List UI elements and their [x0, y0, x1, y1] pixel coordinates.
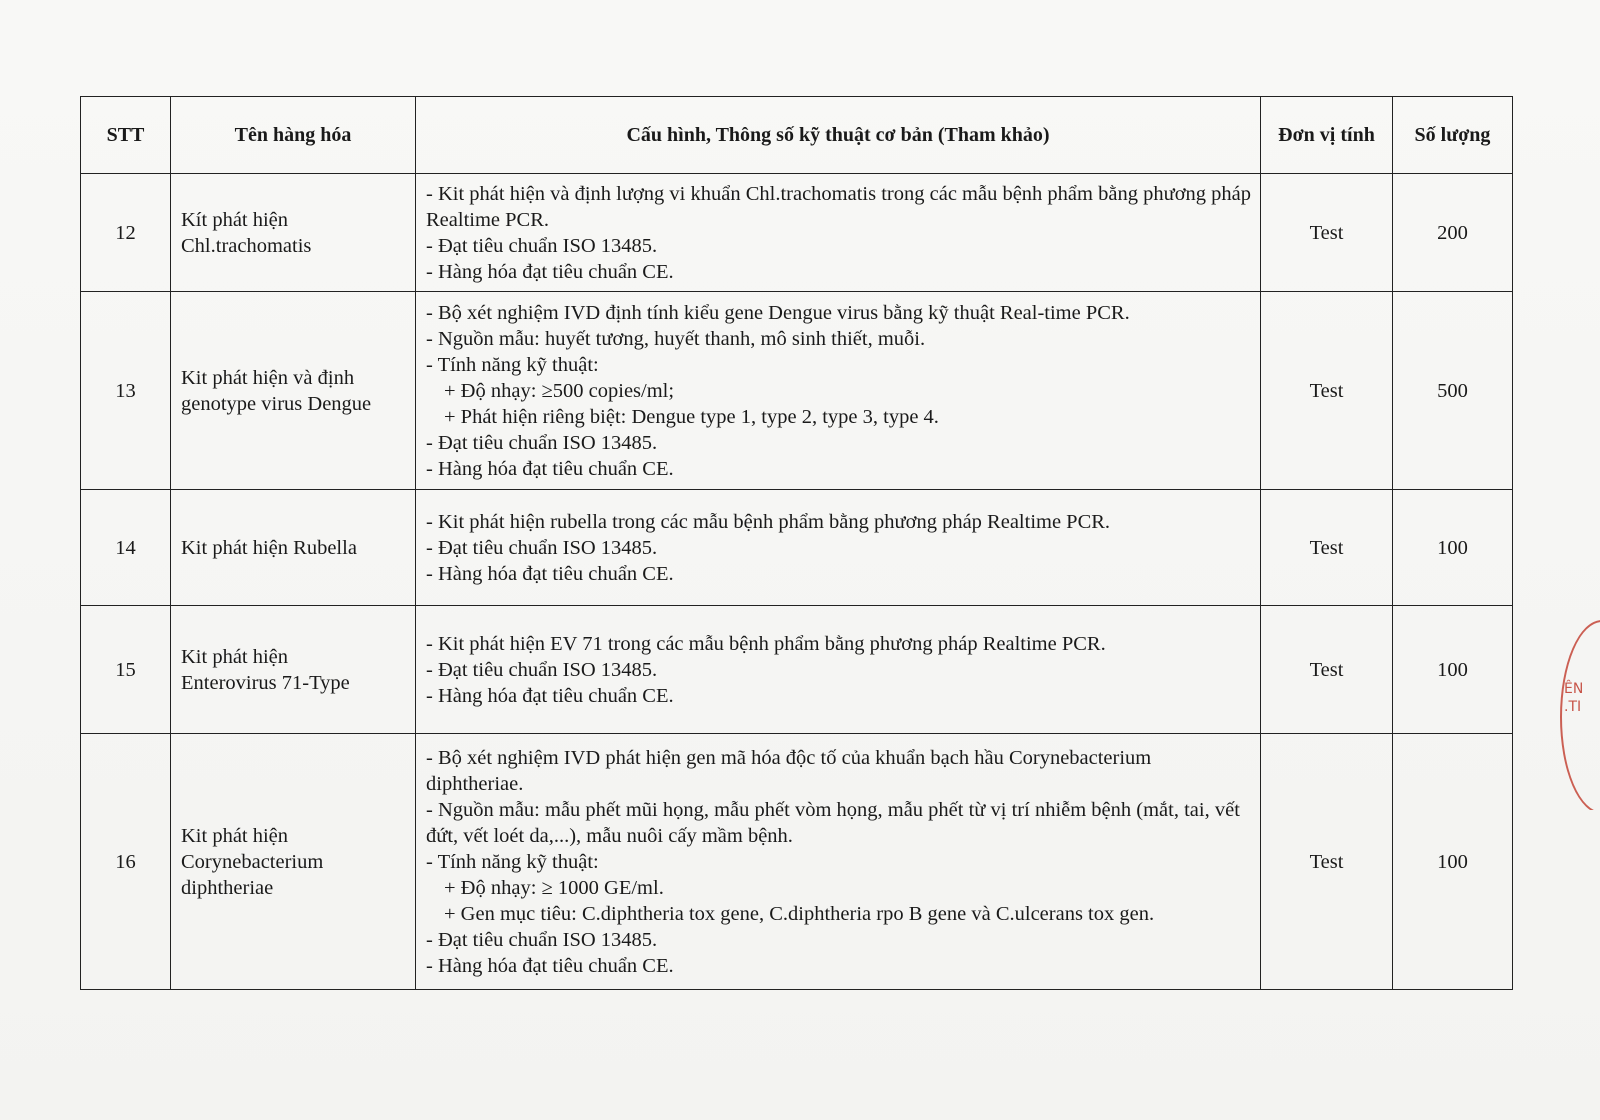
cell-product-name — [171, 174, 416, 292]
header-qty: Số lượng — [1393, 97, 1513, 174]
cell-product-name — [171, 606, 416, 734]
cell-product-name — [171, 734, 416, 990]
spec-line: - Hàng hóa đạt tiêu chuẩn CE. — [426, 562, 674, 585]
red-stamp-fragment — [1556, 620, 1600, 810]
product-name-line: Chl.trachomatis — [181, 234, 312, 257]
header-unit: Đơn vị tính — [1261, 97, 1393, 174]
cell-specification — [416, 490, 1261, 606]
cell-stt: 16 — [81, 734, 171, 990]
table-row — [81, 292, 1513, 490]
product-name-line: genotype virus Dengue — [181, 392, 372, 415]
cell-unit: Test — [1261, 734, 1393, 990]
spec-line: - Hàng hóa đạt tiêu chuẩn CE. — [426, 684, 674, 707]
cell-stt: 13 — [81, 292, 171, 490]
spec-line: - Đạt tiêu chuẩn ISO 13485. — [426, 658, 658, 681]
stamp-text — [1564, 680, 1583, 716]
cell-unit: Test — [1261, 490, 1393, 606]
cell-product-name — [171, 292, 416, 490]
spec-line: + Gen mục tiêu: C.diphtheria tox gene, C.diphtheria rpo B gene và C.ulcerans tox gen. — [444, 902, 1155, 925]
cell-stt: 12 — [81, 174, 171, 292]
table-row — [81, 490, 1513, 606]
header-spec: Cấu hình, Thông số kỹ thuật cơ bản (Tham khảo) — [416, 97, 1261, 174]
product-name-line: Kit phát hiện Rubella — [181, 536, 357, 559]
table-body — [81, 174, 1513, 990]
spec-line: - Đạt tiêu chuẩn ISO 13485. — [426, 431, 658, 454]
product-name-line: Kit phát hiện — [181, 645, 289, 668]
spec-line: + Độ nhạy: ≥ 1000 GE/ml. — [444, 876, 664, 899]
spec-line: - Hàng hóa đạt tiêu chuẩn CE. — [426, 260, 674, 283]
product-name-line: Kit phát hiện và định — [181, 366, 355, 389]
spec-line: - Tính năng kỹ thuật: — [426, 353, 599, 376]
spec-line: - Tính năng kỹ thuật: — [426, 850, 599, 873]
specification-table — [80, 96, 1513, 990]
spec-line: - Nguồn mẫu: huyết tương, huyết thanh, mô sinh thiết, muỗi. — [426, 327, 926, 350]
spec-line: + Độ nhạy: ≥500 copies/ml; — [444, 379, 675, 402]
product-name-line: Kit phát hiện — [181, 824, 289, 847]
stamp-text-line: .TI — [1564, 699, 1582, 715]
product-name-line: diphtheriae — [181, 876, 274, 899]
spec-line: - Đạt tiêu chuẩn ISO 13485. — [426, 234, 658, 257]
cell-specification — [416, 174, 1261, 292]
cell-quantity: 500 — [1393, 292, 1513, 490]
stamp-text-line: ÊN — [1564, 681, 1584, 697]
spec-line: - Kit phát hiện và định lượng vi khuẩn Chl.trachomatis trong các mẫu bệnh phẩm bằng phương pháp Realtime PCR. — [426, 182, 1252, 231]
spec-line: - Kit phát hiện rubella trong các mẫu bệnh phẩm bằng phương pháp Realtime PCR. — [426, 510, 1111, 533]
table-header-row — [81, 97, 1513, 174]
table-row — [81, 606, 1513, 734]
product-name-line: Kít phát hiện — [181, 208, 289, 231]
cell-quantity: 200 — [1393, 174, 1513, 292]
product-name-line: Corynebacterium — [181, 850, 324, 873]
cell-stt: 14 — [81, 490, 171, 606]
cell-specification — [416, 606, 1261, 734]
spec-line: - Kit phát hiện EV 71 trong các mẫu bệnh phẩm bằng phương pháp Realtime PCR. — [426, 632, 1106, 655]
cell-unit: Test — [1261, 292, 1393, 490]
header-stt: STT — [81, 97, 171, 174]
spec-line: + Phát hiện riêng biệt: Dengue type 1, type 2, type 3, type 4. — [444, 405, 939, 428]
cell-quantity: 100 — [1393, 734, 1513, 990]
cell-quantity: 100 — [1393, 606, 1513, 734]
spec-line: - Đạt tiêu chuẩn ISO 13485. — [426, 536, 658, 559]
spec-line: - Bộ xét nghiệm IVD định tính kiểu gene Dengue virus bằng kỹ thuật Real-time PCR. — [426, 301, 1130, 324]
header-name: Tên hàng hóa — [171, 97, 416, 174]
cell-unit: Test — [1261, 606, 1393, 734]
cell-stt: 15 — [81, 606, 171, 734]
table-row — [81, 734, 1513, 990]
spec-line: - Nguồn mẫu: mẫu phết mũi họng, mẫu phết vòm họng, mẫu phết từ vị trí nhiễm bệnh (mắt, tai, vết đứt, vết loét da,...), mẫu nuôi cấy mầm bệnh. — [426, 798, 1240, 847]
spec-line: - Hàng hóa đạt tiêu chuẩn CE. — [426, 457, 674, 480]
product-name-line: Enterovirus 71-Type — [181, 671, 350, 694]
cell-quantity: 100 — [1393, 490, 1513, 606]
cell-specification — [416, 292, 1261, 490]
cell-unit: Test — [1261, 174, 1393, 292]
spec-line: - Bộ xét nghiệm IVD phát hiện gen mã hóa độc tố của khuẩn bạch hầu Corynebacterium diphtheriae. — [426, 746, 1152, 795]
cell-specification — [416, 734, 1261, 990]
spec-line: - Hàng hóa đạt tiêu chuẩn CE. — [426, 954, 674, 977]
table-row — [81, 174, 1513, 292]
cell-product-name — [171, 490, 416, 606]
spec-line: - Đạt tiêu chuẩn ISO 13485. — [426, 928, 658, 951]
